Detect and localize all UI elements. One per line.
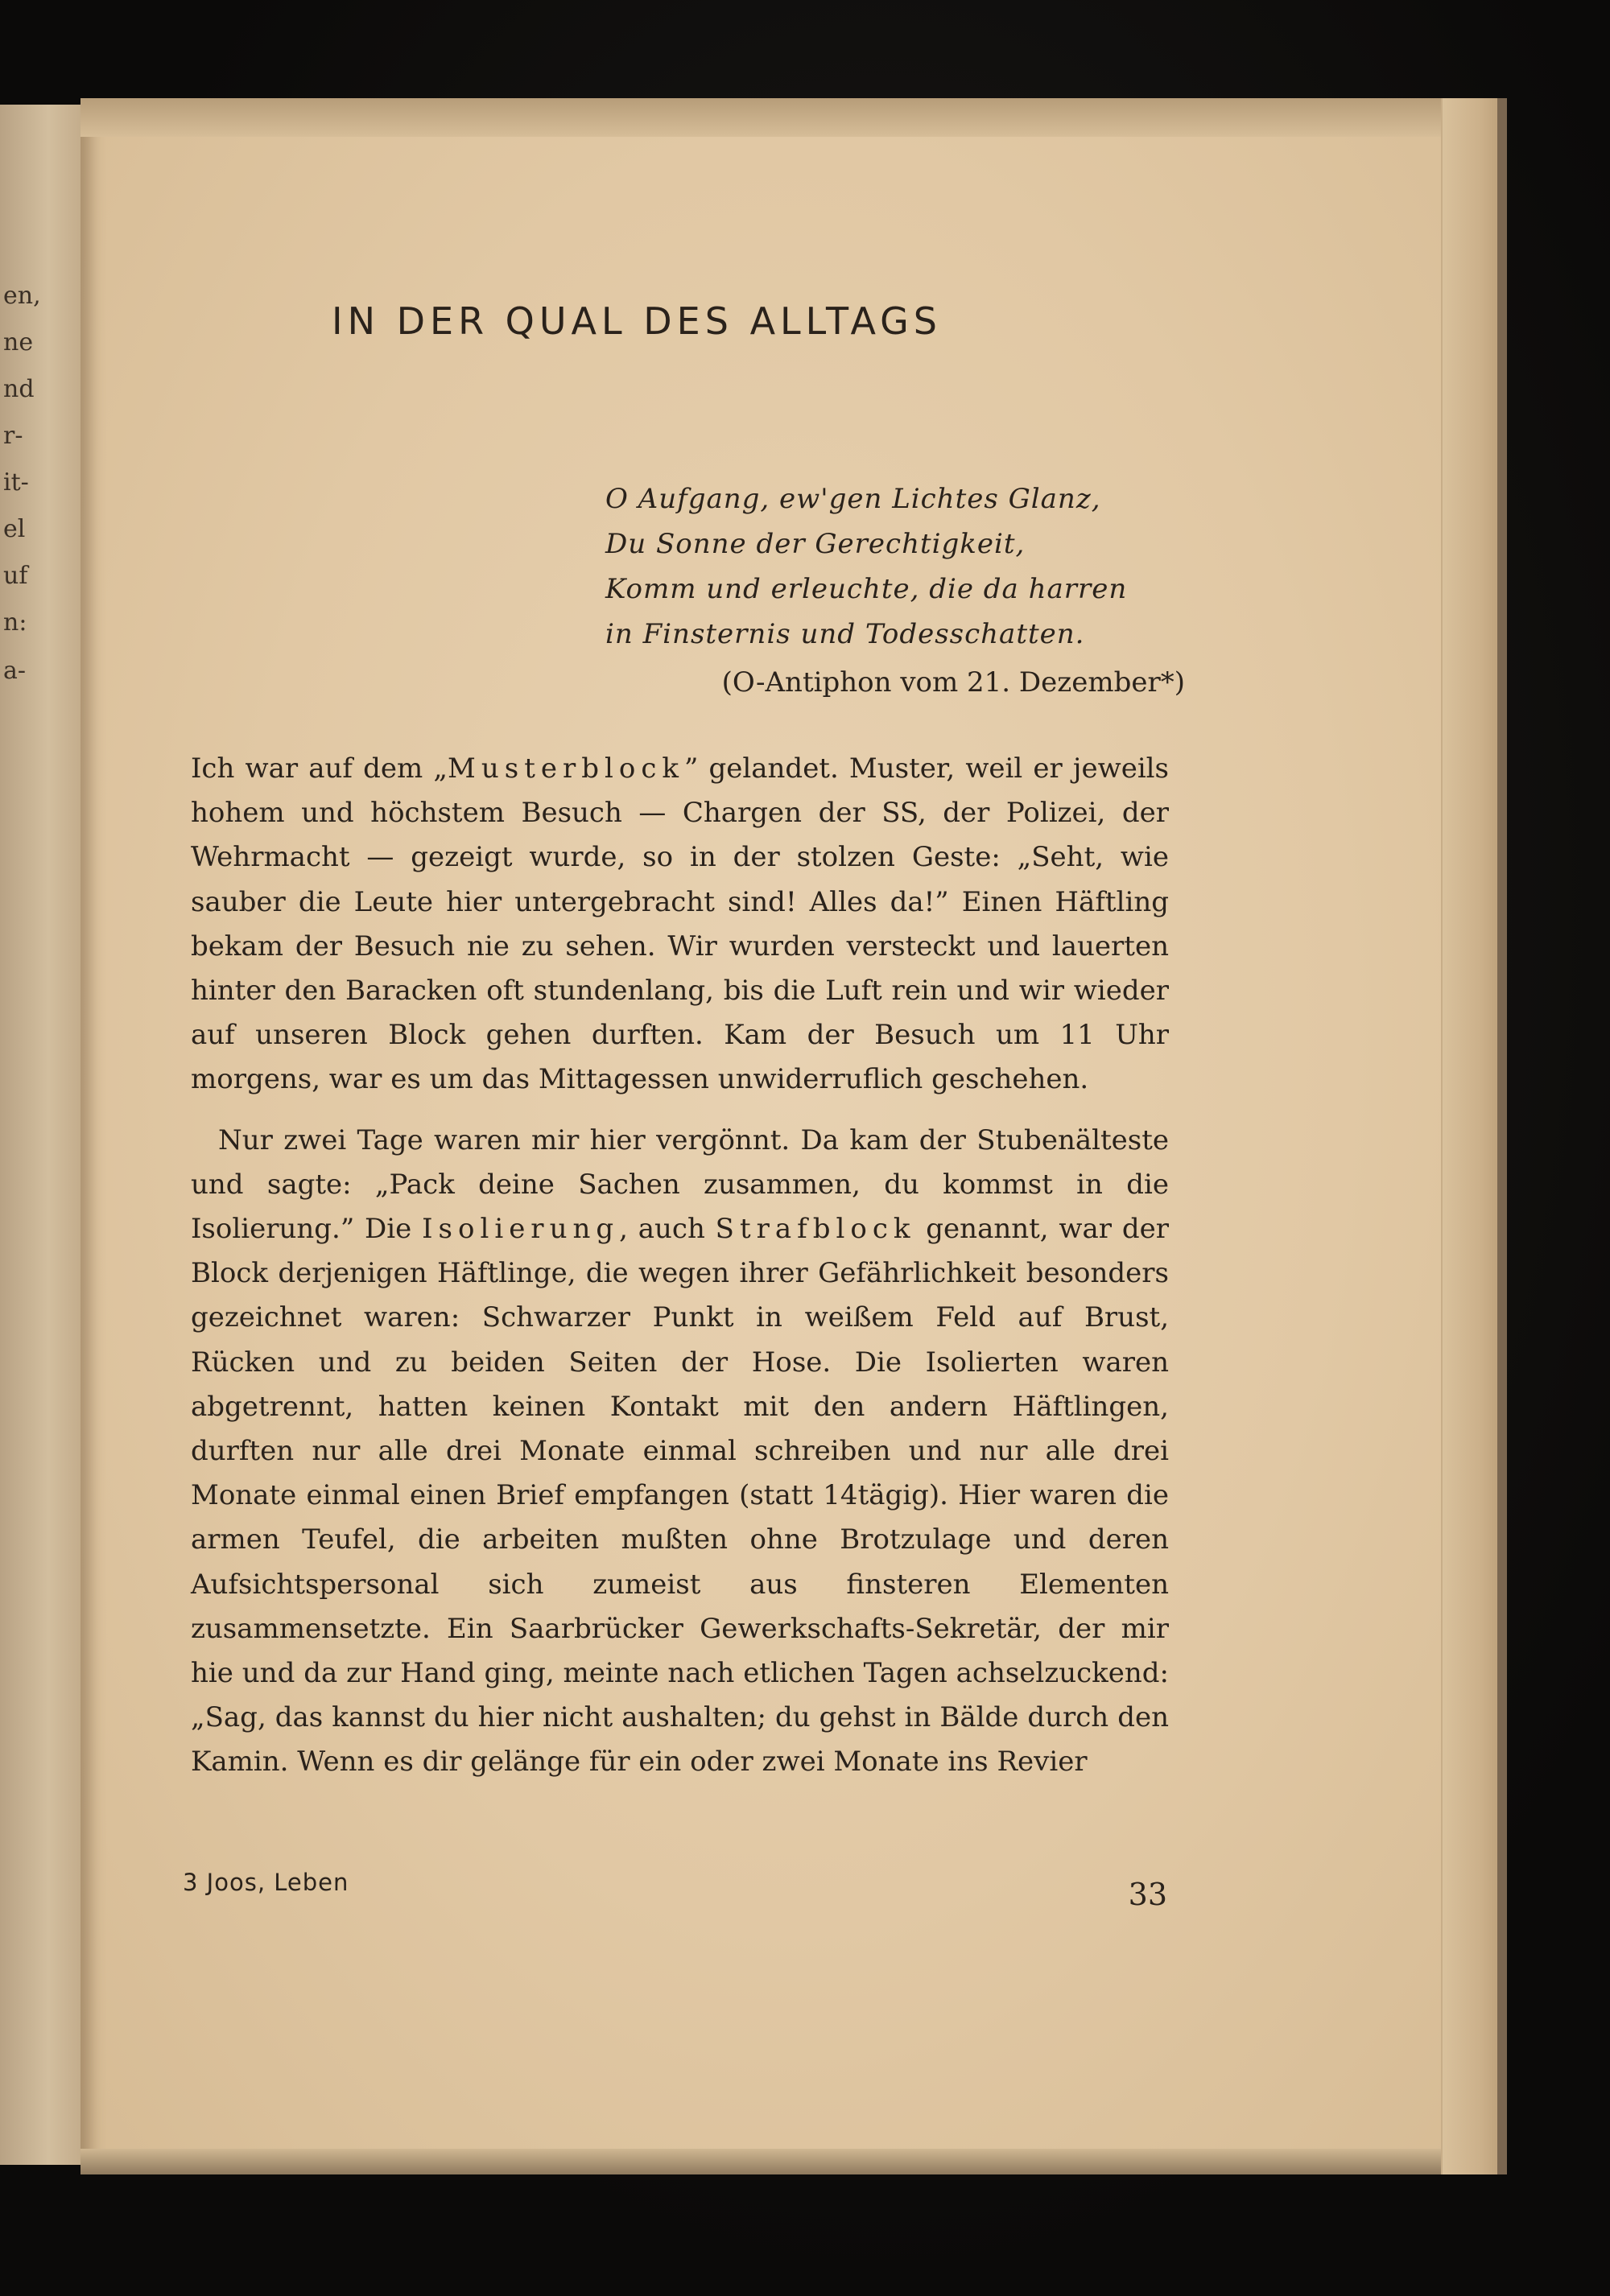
page-number: 33 <box>1128 1877 1167 1912</box>
previous-page-fragment: n: <box>3 608 27 637</box>
previous-page-fragment: a- <box>3 657 27 685</box>
paragraph-text: ” gelandet. Muster, weil er jeweils hohem und höchstem Besuch — Chargen der SS, der Polizei, der Wehrmacht — gezeigt wurde, so in der stolzen Geste: „Seht, wie sauber die Leute hier untergebracht sind! Alles da!” Einen Häftling bekam der Besuch nie zu sehen. Wir wurden versteckt und lauerten hinter den Baracken oft stundenlang, bis die Luft rein und wir wieder auf unseren Block gehen durften. Kam der Besuch um 11 Uhr morgens, war es um das Mittagessen unwiderruflich geschehen. <box>191 752 1170 1096</box>
previous-page-fragment: en, <box>3 282 41 310</box>
spaced-emphasis: Musterblock <box>448 752 684 785</box>
previous-page-fragment: it- <box>3 468 29 497</box>
chapter-title: IN DER QUAL DES ALLTAGS <box>332 299 942 343</box>
previous-page-fragment: ne <box>3 328 34 357</box>
signature-mark: 3 Joos, Leben <box>183 1869 349 1896</box>
spaced-emphasis: Isolierung <box>422 1213 620 1246</box>
paragraph-text: Ich war auf dem „ <box>191 752 448 785</box>
verse-attribution: (O-Antiphon vom 21. Dezember*) <box>721 666 1185 699</box>
previous-page-fragment: r- <box>3 422 23 450</box>
book-cover-edge <box>1497 98 1507 2174</box>
previous-page-edge <box>0 105 83 2165</box>
verse-line: in Finsternis und Todesschatten. <box>605 618 1085 650</box>
verse-line: Du Sonne der Gerechtigkeit, <box>605 528 1026 560</box>
previous-page-fragment: uf <box>3 562 28 590</box>
paragraph <box>191 747 1169 1103</box>
body-text <box>191 747 1169 1785</box>
paragraph-text: , auch <box>619 1213 716 1246</box>
verse-line: Komm und erleuchte, die da harren <box>605 573 1128 605</box>
page-top-edge <box>80 98 1505 137</box>
paragraph <box>191 1119 1169 1785</box>
previous-page-fragment: nd <box>3 375 35 403</box>
page-bottom-edge <box>80 2149 1505 2174</box>
paragraph-text: Nur zwei Tage waren mir hier vergönnt. Da kam der Stubenälteste und sagte: „Pack deine Sachen zusammen, du kommst in die Isolierung.” Die <box>191 1123 1169 1246</box>
previous-page-fragment: el <box>3 515 26 543</box>
verse-line: O Aufgang, ew'gen Lichtes Glanz, <box>605 483 1101 515</box>
spaced-emphasis: Strafblock <box>715 1213 916 1246</box>
paragraph-text: genannt, war der Block derjenigen Häftlinge, die wegen ihrer Gefährlichkeit besonders gezeichnet waren: Schwarzer Punkt in weißem Feld auf Brust, Rücken und zu beiden Seiten der Hose. Die Isolierten waren abgetrennt, hatten keinen Kontakt mit den andern Häftlingen, durften nur alle drei Monate einmal schreiben und nur alle drei Monate einmal einen Brief empfangen (statt 14tägig). Hier waren die armen Teufel, die arbeiten mußten ohne Brotzulage und deren Aufsichtspersonal sich zumeist aus finsteren Elementen zusammensetzte. Ein Saarbrücker Gewerkschafts-Sekretär, der mir hie und da zur Hand ging, meinte nach etlichen Tagen achselzuckend: „Sag, das kannst du hier nicht aushalten; du gehst in Bälde durch den Kamin. Wenn es dir gelänge für ein oder zwei Monate ins Revier <box>191 1213 1169 1779</box>
epigraph-verse <box>605 476 1185 705</box>
